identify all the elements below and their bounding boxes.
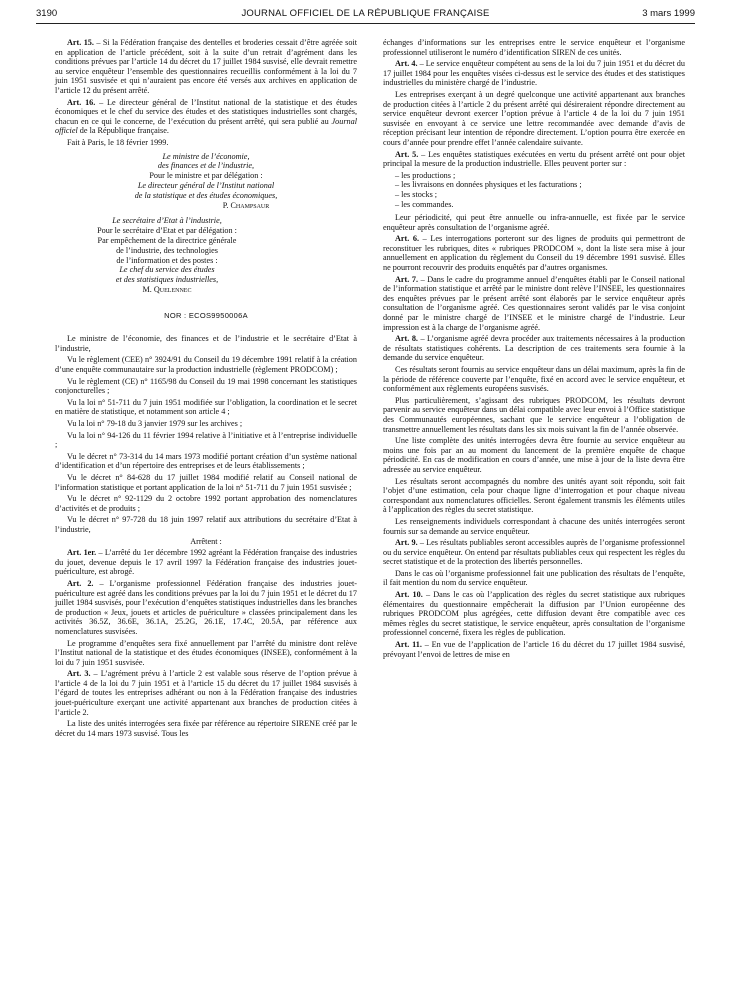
article-1: Art. 1er. – L’arrêté du 1er décembre 1992 agréant la Fédération française des industries du jouet, devenue depuis le 17 avril 1997 la Fédération française des industries jouet-puériculture, est abrogé. [55,548,358,577]
list-item: – les stocks ; [383,190,685,200]
preamble-1: Vu le règlement (CEE) n° 3924/91 du Conseil du 19 décembre 1991 relatif à la création d’une enquête communautaire sur la production industrielle (règlement PRODCOM) ; [55,355,357,375]
nor-reference: NOR : ECOS9950006A [164,310,248,320]
article-2: Art. 2. – L’organisme professionnel Fédération française des industries jouet-puériculture est agréé dans les conditions prévues par la loi du 7 juin 1951 et le décret du 17 juillet 1984 susvisés, pour l’exécution d’enquêtes statistiques industrielles dans les branches de production « Jeux, jouets et articles de puériculture » classées principalement dans les activités 36.5Z, 36.6E, 36.1A, 25.2G, 26.1E, 17.4C, 20.5A, par référence aux nomenclatures susvisées. [55,578,357,636]
article-8-paragraph: Les résultats seront accompagnés du nombre des unités ayant soit répondu, soit fait l’objet d’une estimation, cela pour chaque ligne d’interrogation et pour chaque niveau correspondant aux nomenclatures officielles. Seront également transmis les éléments utiles à l’application des règles du secret statistique. [383,476,685,515]
list-item: – les commandes. [383,200,685,210]
preamble-9: Vu le décret n° 97-728 du 18 juin 1997 relatif aux attributions du secrétaire d’Etat à l’industrie, [55,515,357,534]
list-item: – les productions ; [383,171,685,181]
article-16: Art. 16. – Le directeur général de l’Institut national de la statistique et des études économiques et le chef du service des études et des statistiques industrielles sont chargés, chacun en ce qui le concerne, de l’exécution du présent arrêté, qui sera publié au Journal officiel de la République française. [55,97,357,136]
preamble-6: Vu le décret n° 73-314 du 14 mars 1973 modifié portant création d’un système national d’identification et d’un répertoire des entreprises et de leurs établissements ; [55,451,357,471]
preamble-8: Vu le décret n° 92-1129 du 2 octobre 1992 portant approbation des nomenclatures d’activités et de produits ; [55,494,357,513]
signatory-name: P. Champsaur [222,200,270,210]
article-6: Art. 6. – Les interrogations porteront sur des lignes de produits qui permettront de reconstituer les rubriques, dites « rubriques PRODCOM », dont la liste sera mise à jour annuellement en application du règlement du Conseil du 19 décembre 1991 susvisé. Elles ne pourront recouvrir des produits enquêtés par d’autres organismes. [383,234,685,273]
article-3-paragraph: La liste des unités interrogées sera fixée par référence au répertoire SIRENE créé par le décret du 14 mars 1973 susvisé. Tous les [55,719,357,738]
preamble-5: Vu la loi n° 94-126 du 11 février 1994 relative à l’initiative et à l’entreprise individuelle ; [55,430,357,450]
list-item: – les livraisons en données physiques et les facturations ; [383,180,685,190]
journal-title: JOURNAL OFFICIEL DE LA RÉPUBLIQUE FRANÇAISE [241,8,490,19]
continued-paragraph: échanges d’informations sur les entreprises entre le service enquêteur et l’organisme professionnel utiliseront le numéro d’identification SIREN de ces unités. [383,38,685,57]
article-5-paragraph: Leur périodicité, qui peut être annuelle ou infra-annuelle, est fixée par le service enquêteur après consultation de l’organisme agréé. [383,213,685,232]
article-9: Art. 9. – Les résultats publiables seront accessibles auprès de l’organisme professionnel ou du service enquêteur. On entend par résultats publiables ceux qui respectent les règles du secret statistique et de la protection des libertés personnelles. [383,538,685,567]
article-8: Art. 8. – L’organisme agréé devra procéder aux traitements nécessaires à la production de résultats statistiques cohérents. La description de ces traitements sera fournie à la demande du service enquêteur. [383,334,686,363]
article-4-paragraph: Les entreprises exerçant à un degré quelconque une activité appartenant aux branches de production citées à l’article 2 du présent arrêté qui désireraient répondre directement au service enquêteur devront exercer l’option prévue à l’article 4 de la loi du 7 juin 1951 susvisée en envoyant à ce service une lettre recommandée avec demande d’avis de réception précisant leur intention de répondre directement. L’option pourra être exercée en cours d’année pour prendre effet l’année calendaire suivante. [383,89,685,147]
right-column [383,38,685,661]
article-8-paragraph: Les renseignements individuels correspondant à chacune des unités interrogées seront fournis sur sa demande au service enquêteur. [383,516,685,536]
article-15: Art. 15. – Si la Fédération française des dentelles et broderies cessait d’être agréée soit en application de l’article précédent, soit à la suite d’un retrait d’agrément dans les conditions prévues par l’article 14 du décret du 17 juillet 1984 susvisé, elle devrait remettre au service enquêteur l’ensemble des questionnaires recueillis conformément à la loi du 7 juin 1951 susvisée et qui n’auraient pas encore été versés aux archives en application de l’article 12 du présent arrêté. [55,38,357,95]
article-3: Art. 3. – L’agrément prévu à l’article 2 est valable sous réserve de l’option prévue à l’article 4 de la loi du 7 juin 1951 et à l’article 15 du décret du 17 juillet 1984 susvisés à l’égard de toutes les entreprises adhérant ou non à la Fédération française des industries jouet-puériculture exerçant une activité appartenant aux branches de production citées à l’article 2. [55,669,357,717]
article-2-paragraph: Le programme d’enquêtes sera fixé annuellement par l’arrêté du ministre dont relève l’Institut national de la statistique et des études économiques (INSEE), conformément à la loi du 7 juin 1951 susvisée. [55,638,357,667]
article-8-paragraph: Plus particulièrement, s’agissant des rubriques PRODCOM, les résultats devront parvenir au service enquêteur dans un délai compatible avec leur envoi à l’Office statistique des Communautés européennes, sachant que le service enquêteur a l’obligation de transmettre annuellement les résultats dans les six mois suivant la fin de l’année observée. [383,395,685,434]
article-4: Art. 4. – Le service enquêteur compétent au sens de la loi du 7 juin 1951 et du décret du 17 juillet 1984 pour les enquêtes visées ci-dessus est le service des études et des statistiques industrielles du ministère chargé de l’industrie. [383,59,685,88]
article-7: Art. 7. – Dans le cadre du programme annuel d’enquêtes établi par le Conseil national de l’information statistique et arrêté par le ministre dont relève l’INSEE, les questionnaires des enquêtes prévues par le présent arrêté sont élaborés par le service enquêteur après consultation de l’organisme agréé. Ces questionnaires seront validés par le visa conjoint donné par le ministre chargé de l’INSEE et le ministre chargé de l’industrie. Leur impression est à la charge de l’organisme agréé. [383,274,685,332]
article-11: Art. 11. – En vue de l’application de l’article 16 du décret du 17 juillet 1984 susvisé, prévoyant l’envoi de lettres de mise en [383,640,685,659]
signature-block-secretary: Le secrétaire d’Etat à l’industrie, Pour le secrétaire d’Etat et par délégation : Par empêchement de la directrice générale de l’industrie, des technologies de l’information et des postes : Le chef du service des études et des statistiques industrielles, M. Quelennec [55,216,357,294]
issue-date: 3 mars 1999 [642,8,695,19]
header-rule [36,23,695,24]
arrete-heading: Arrêtent : [190,536,222,546]
article-5: Art. 5. – Les enquêtes statistiques exécutées en vertu du présent arrêté ont pour objet principal la mesure de la production industrielle. Elles peuvent porter sur : [383,149,685,169]
preamble-2: Vu le règlement (CE) n° 1165/98 du Conseil du 19 mai 1998 concernant les statistiques conjoncturelles ; [55,376,357,396]
left-column [55,38,357,740]
page-header [0,0,731,22]
signatory-name: M. Quelennec [142,284,192,294]
preamble-0: Le ministre de l’économie, des finances et de l’industrie et le secrétaire d’Etat à l’industrie, [55,334,357,353]
signature-date: Fait à Paris, le 18 février 1999. [67,137,169,147]
article-8-paragraph: Ces résultats seront fournis au service enquêteur dans un délai maximum, après la fin de la période de référence couverte par l’enquête, fixé en accord avec le service enquêteur, et conformément aux règlements européens susvisés. [383,365,685,394]
article-8-paragraph: Une liste complète des unités interrogées devra être fournie au service enquêteur au moins une fois par an au moment du lancement de la première enquête de chaque périodicité. En cas de modification en cours d’année, une mise à jour de la liste devra être adressée au service enquêteur. [383,436,685,474]
signature-block-minister: Le ministre de l’économie, des finances et de l’industrie, Pour le ministre et par délégation : Le directeur général de l’Institut national de la statistique et des études économiques, P. Champsaur [55,152,357,211]
article-10: Art. 10. – Dans le cas où l’application des règles du secret statistique aux rubriques élémentaires du questionnaire empêcherait la diffusion par l’Union européenne des rubriques PRODCOM plus agrégées, cette diffusion devant être compatible avec ces mêmes règles du secret statistique, le service enquêteur, après consultation de l’organisme professionnel concerné, fixera les règles de publication. [383,590,685,638]
preamble-4: Vu la loi n° 79-18 du 3 janvier 1979 sur les archives ; [67,419,243,429]
article-5-list [383,171,685,209]
article-9-paragraph: Dans le cas où l’organisme professionnel fait une publication des résultats de l’enquête, il fait mention du nom du service enquêteur. [383,568,685,588]
preamble-3: Vu la loi n° 51-711 du 7 juin 1951 modifiée sur l’obligation, la coordination et le secret en matière de statistique, et notamment son article 4 ; [55,397,357,417]
preamble-7: Vu le décret n° 84-628 du 17 juillet 1984 modifié relatif au Conseil national de l’information statistique et portant application de la loi n° 51-711 du 7 juin 1951 susvisée ; [55,473,357,492]
page-number: 3190 [36,8,58,19]
